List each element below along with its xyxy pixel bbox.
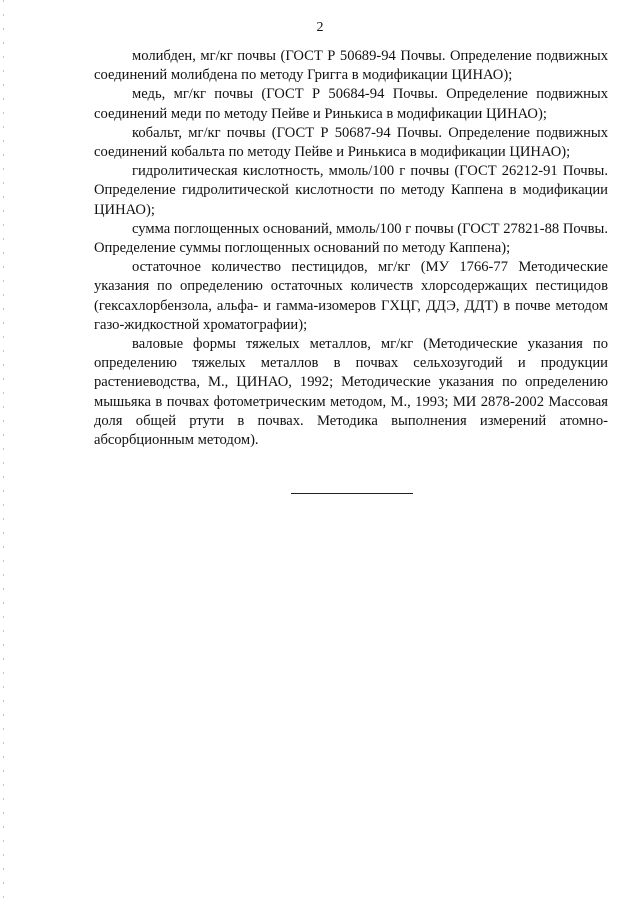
- paragraph-hydrolytic-acidity: гидролитическая кислотность, ммоль/100 г почвы (ГОСТ 26212-91 Почвы. Определение гидролитической кислотности по методу Каппена в модификации ЦИНАО);: [94, 163, 608, 218]
- document-body: [94, 47, 608, 450]
- paragraph-molybdenum: молибден, мг/кг почвы (ГОСТ Р 50689-94 Почвы. Определение подвижных соединений молибдена по методу Григга в модификации ЦИНАО);: [94, 48, 608, 84]
- scan-edge-marks: [3, 0, 4, 905]
- paragraph-absorbed-bases: сумма поглощенных оснований, ммоль/100 г почвы (ГОСТ 27821-88 Почвы. Определение суммы поглощенных оснований по методу Каппена);: [94, 220, 608, 257]
- page-number: 2: [316, 20, 324, 35]
- paragraph-heavy-metals: валовые формы тяжелых металлов, мг/кг (Методические указания по определению тяжелых металлов в почвах сельхозугодий и продукции растениеводства, М., ЦИНАО, 1992; Методические указания по определению мышьяка в почвах фотометрическим методом, М., 1993; МИ 2878-2002 Массовая доля общей ртути в почвах. Методика выполнения измерений атомно-абсорбционным методом).: [94, 336, 608, 449]
- end-of-document-rule: [291, 493, 413, 494]
- paragraph-copper: медь, мг/кг почвы (ГОСТ Р 50684-94 Почвы. Определение подвижных соединений меди по методу Пейве и Ринькиса в модификации ЦИНАО);: [94, 86, 608, 122]
- paragraph-cobalt: кобальт, мг/кг почвы (ГОСТ Р 50687-94 Почвы. Определение подвижных соединений кобальта по методу Пейве и Ринькиса в модификации ЦИНАО);: [94, 124, 608, 161]
- paragraph-pesticides: остаточное количество пестицидов, мг/кг (МУ 1766-77 Методические указания по определению остаточных количеств хлорсодержащих пестицидов (гексахлорбензола, альфа- и гамма-изомеров ГХЦГ, ДДЭ, ДДТ) в почве методом газо-жидкостной хроматографии);: [94, 259, 608, 333]
